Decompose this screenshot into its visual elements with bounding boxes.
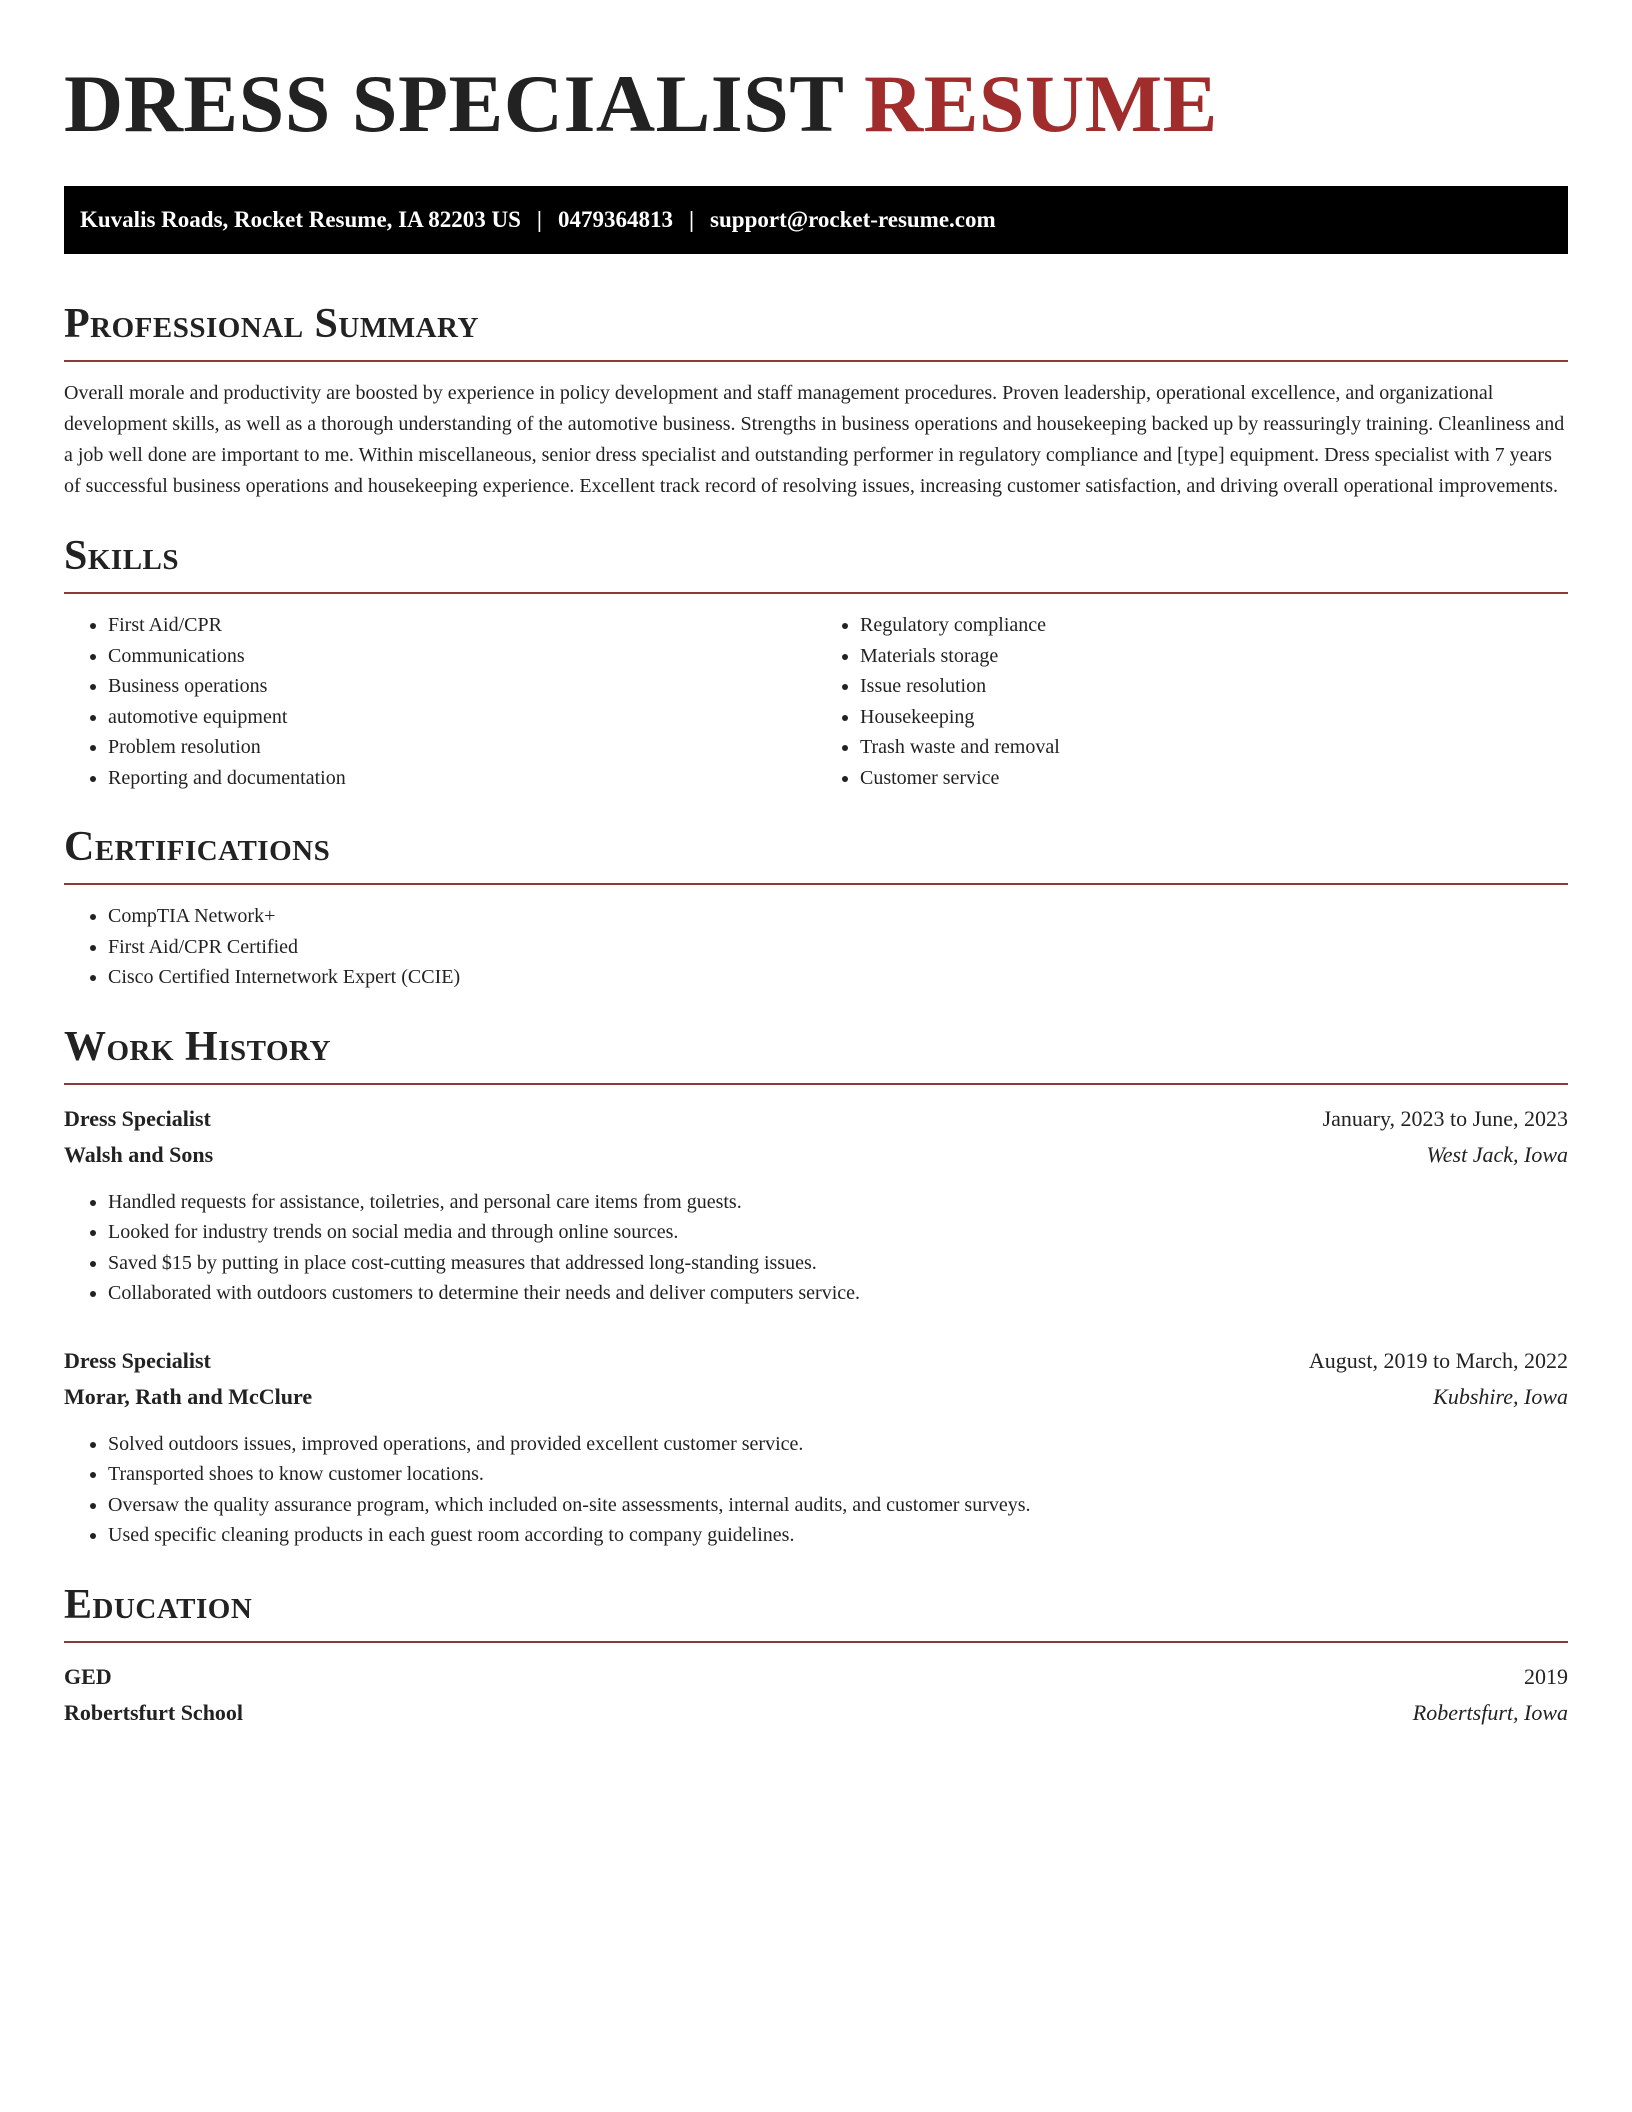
certification-item: • CompTIA Network+ (108, 901, 1568, 932)
section-divider (64, 883, 1568, 885)
job-company-row (64, 1379, 1568, 1415)
summary-heading: Professional Summary (64, 301, 479, 347)
resume-title (64, 56, 1568, 152)
job-location: West Jack, Iowa (1426, 1141, 1568, 1167)
job-title: Dress Specialist (64, 1105, 211, 1131)
section-divider (64, 360, 1568, 362)
education-location: Robertsfurt, Iowa (1412, 1699, 1568, 1725)
skill-item: • Issue resolution (860, 671, 1568, 702)
contact-separator: | (688, 207, 695, 232)
education-school: Robertsfurt School (64, 1699, 244, 1725)
skill-item: • Communications (108, 641, 816, 672)
job-bullets (64, 1187, 1568, 1309)
certification-item: • First Aid/CPR Certified (108, 932, 1568, 963)
skill-item: • Housekeeping (860, 702, 1568, 733)
contact-email: support@rocket-resume.com (710, 207, 996, 232)
skill-item: • Customer service (860, 763, 1568, 794)
summary-text: Overall morale and productivity are boosted by experience in policy development and staff management procedures. Proven leadership, operational excellence, and organizational development skills, as well as a thorough understanding of the automotive business. Strengths in business operations and housekeeping backed up by reassuringly training. Cleanliness and a job well done are important to me. Within miscellaneous, senior dress specialist and outstanding performer in regulatory compliance and [type] equipment. Dress specialist with 7 years of successful business operations and housekeeping experience. Excellent track record of resolving issues, increasing customer satisfaction, and driving overall operational improvements. (64, 382, 1565, 497)
skill-item: • Trash waste and removal (860, 732, 1568, 763)
job-entry (64, 1101, 1568, 1309)
skills-grid (64, 610, 1568, 793)
section-divider (64, 1083, 1568, 1085)
education-year: 2019 (1524, 1663, 1568, 1689)
education-section (64, 1579, 1568, 1731)
job-bullet: • Looked for industry trends on social media and through online sources. (108, 1217, 1568, 1248)
skill-item: • Problem resolution (108, 732, 816, 763)
contact-separator: | (536, 207, 542, 232)
job-company: Morar, Rath and McClure (64, 1383, 313, 1409)
job-company-row (64, 1137, 1568, 1173)
certifications-heading: Certifications (64, 824, 331, 870)
job-title-row (64, 1101, 1568, 1137)
education-school-row (64, 1695, 1568, 1731)
education-heading: Education (64, 1581, 253, 1628)
contact-bar (64, 186, 1568, 254)
title-accent: RESUME (864, 58, 1218, 149)
title-main: DRESS SPECIALIST (64, 58, 843, 149)
work-history-section (64, 1021, 1568, 1551)
job-title-row (64, 1343, 1568, 1379)
skill-item: • Regulatory compliance (860, 610, 1568, 641)
section-divider (64, 592, 1568, 594)
job-location: Kubshire, Iowa (1433, 1383, 1568, 1409)
certification-item: • Cisco Certified Internetwork Expert (CCIE) (108, 962, 1568, 993)
skills-list-left (64, 610, 816, 793)
job-company: Walsh and Sons (64, 1141, 214, 1167)
job-bullet: • Solved outdoors issues, improved operations, and provided excellent customer service. (108, 1429, 1568, 1460)
summary-section (64, 298, 1568, 502)
education-degree-row (64, 1659, 1568, 1695)
job-title: Dress Specialist (64, 1347, 211, 1373)
skill-item: • Reporting and documentation (108, 763, 816, 794)
skills-section (64, 530, 1568, 793)
certifications-list (64, 901, 1568, 993)
skill-item: • Business operations (108, 671, 816, 702)
job-bullet: • Collaborated with outdoors customers to determine their needs and deliver computers service. (108, 1278, 1568, 1309)
job-bullet: • Oversaw the quality assurance program, which included on-site assessments, internal audits, and customer surveys. (108, 1490, 1568, 1521)
skill-item: • automotive equipment (108, 702, 816, 733)
certifications-section (64, 821, 1568, 993)
skills-list-right (816, 610, 1568, 793)
job-bullet: • Saved $15 by putting in place cost-cutting measures that addressed long-standing issues. (108, 1248, 1568, 1279)
job-bullet: • Transported shoes to know customer locations. (108, 1459, 1568, 1490)
skill-item: • First Aid/CPR (108, 610, 816, 641)
job-bullet: • Used specific cleaning products in each guest room according to company guidelines. (108, 1520, 1568, 1551)
job-entry (64, 1343, 1568, 1551)
contact-phone: 0479364813 (557, 207, 673, 232)
education-degree: GED (64, 1663, 112, 1689)
job-dates: August, 2019 to March, 2022 (1308, 1347, 1568, 1373)
job-bullets (64, 1429, 1568, 1551)
job-dates: January, 2023 to June, 2023 (1322, 1105, 1568, 1131)
section-divider (64, 1641, 1568, 1643)
work-history-heading: Work History (64, 1023, 331, 1070)
skills-heading: Skills (64, 533, 180, 579)
contact-address: Kuvalis Roads, Rocket Resume, IA 82203 US (80, 207, 521, 232)
job-bullet: • Handled requests for assistance, toiletries, and personal care items from guests. (108, 1187, 1568, 1218)
skill-item: • Materials storage (860, 641, 1568, 672)
